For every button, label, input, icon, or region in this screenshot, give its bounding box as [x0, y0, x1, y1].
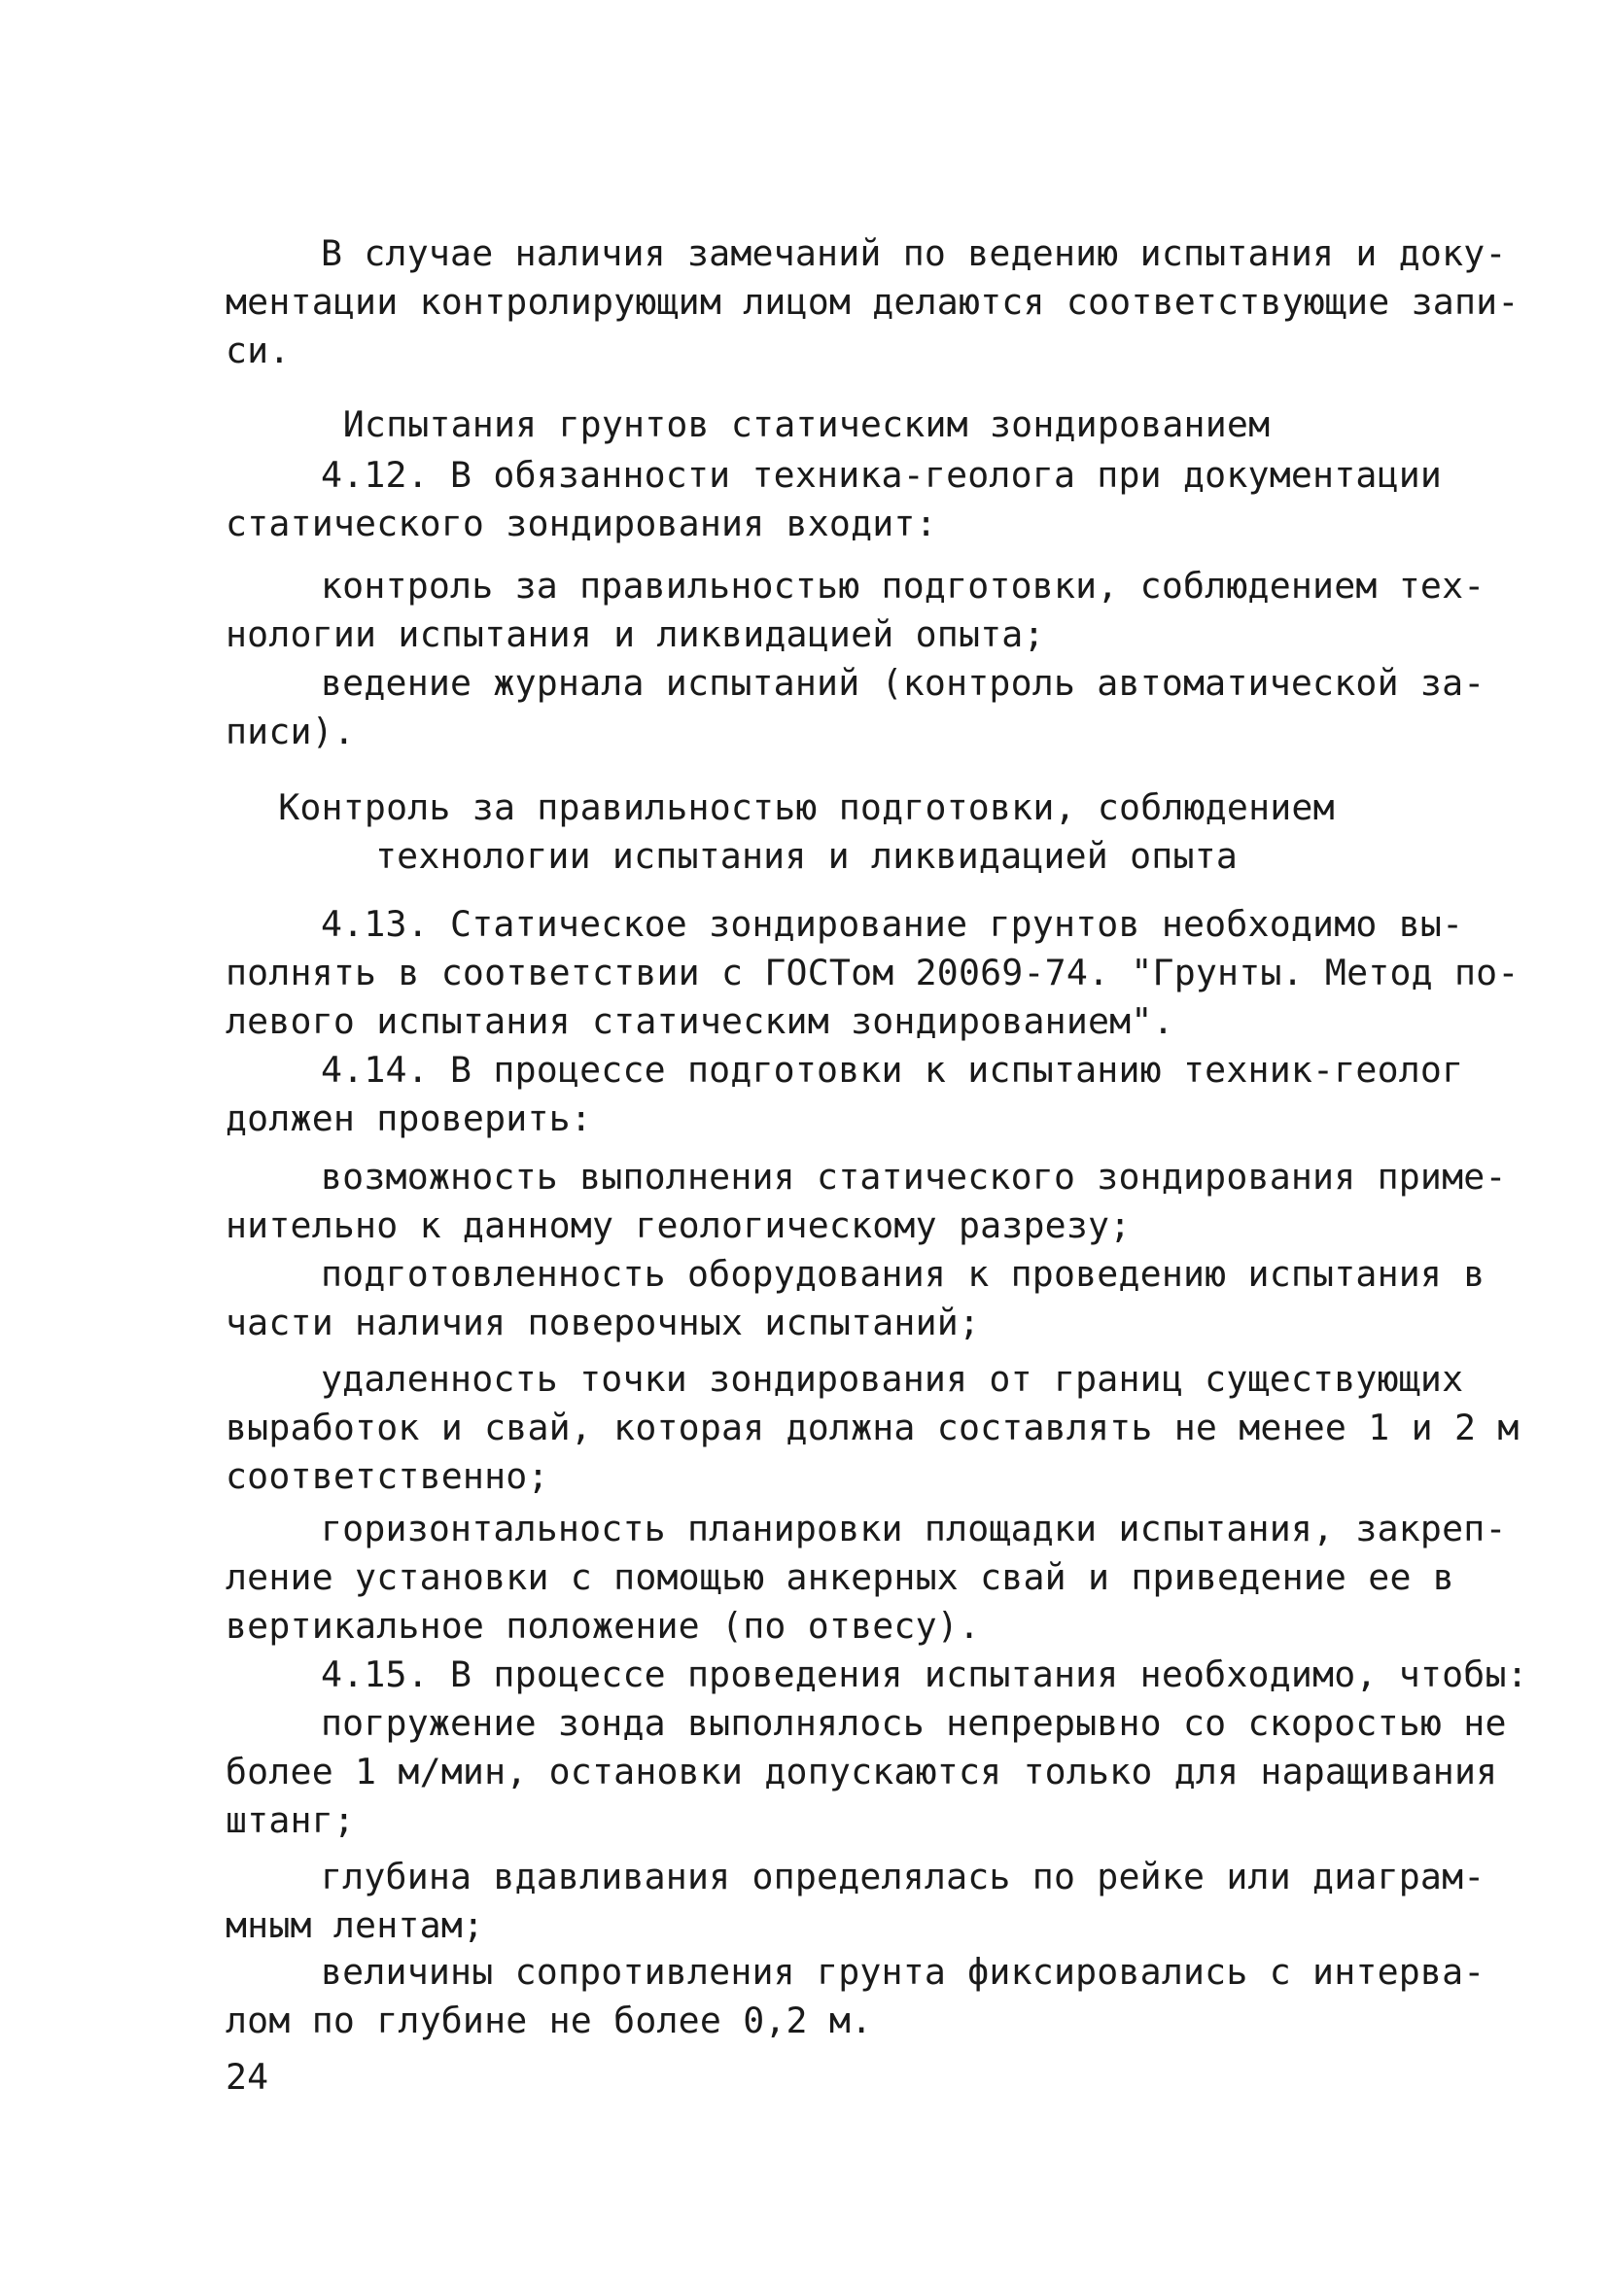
text-line: В случае наличия замечаний по ведению испытания и доку-: [321, 232, 1507, 274]
text-line: мным лентам;: [226, 1904, 485, 1946]
text-line: возможность выполнения статического зондирования приме-: [321, 1156, 1507, 1198]
text-line: ление установки с помощью анкерных свай и приведение ее в: [226, 1556, 1454, 1598]
text-line: штанг;: [226, 1799, 356, 1841]
text-line: части наличия поверочных испытаний;: [226, 1302, 981, 1343]
text-line: нологии испытания и ликвидацией опыта;: [226, 613, 1045, 655]
section-heading: Испытания грунтов статическим зондированием: [342, 403, 1271, 445]
text-line: более 1 м/мин, остановки допускаются только для наращивания: [226, 1751, 1498, 1792]
text-line: си.: [226, 330, 291, 371]
text-line: вертикальное положение (по отвесу).: [226, 1605, 981, 1647]
text-line: статического зондирования входит:: [226, 503, 937, 544]
text-line: величины сопротивления грунта фиксировались с интерва-: [321, 1951, 1486, 1993]
text-line: выработок и свай, которая должна составлять не менее 1 и 2 м: [226, 1407, 1520, 1448]
text-line: 4.12. В обязанности техника-геолога при документации: [321, 454, 1443, 496]
text-line: 4.14. В процессе подготовки к испытанию техник-геолог: [321, 1049, 1464, 1091]
text-line: левого испытания статическим зондированием".: [226, 1000, 1174, 1042]
text-line: писи).: [226, 711, 356, 752]
text-line: подготовленность оборудования к проведению испытания в: [321, 1253, 1486, 1295]
text-line: ведение журнала испытаний (контроль автоматической за-: [321, 662, 1486, 704]
text-line: горизонтальность планировки площадки испытания, закреп-: [321, 1508, 1507, 1549]
text-line: 4.13. Статическое зондирование грунтов необходимо вы-: [321, 903, 1464, 945]
text-line: лом по глубине не более 0,2 м.: [226, 2000, 873, 2041]
text-line: соответственно;: [226, 1455, 549, 1497]
text-line: ментации контролирующим лицом делаются соответствующие запи-: [226, 281, 1520, 323]
text-line: погружение зонда выполнялось непрерывно со скоростью не: [321, 1702, 1507, 1744]
text-line: полнять в соответствии с ГОСТом 20069-74. "Грунты. Метод по-: [226, 952, 1520, 993]
text-line: должен проверить:: [226, 1097, 592, 1139]
page-number: 24: [226, 2056, 269, 2098]
text-line: нительно к данному геологическому разрезу;: [226, 1204, 1132, 1246]
text-line: контроль за правильностью подготовки, соблюдением тех-: [321, 565, 1486, 607]
text-line: удаленность точки зондирования от границ существующих: [321, 1358, 1464, 1400]
subsection-heading: Контроль за правильностью подготовки, соблюдением: [278, 786, 1335, 828]
subsection-heading: технологии испытания и ликвидацией опыта: [375, 835, 1238, 877]
text-line: глубина вдавливания определялась по рейке или диаграм-: [321, 1856, 1486, 1897]
text-line: 4.15. В процессе проведения испытания необходимо, чтобы:: [321, 1653, 1528, 1695]
